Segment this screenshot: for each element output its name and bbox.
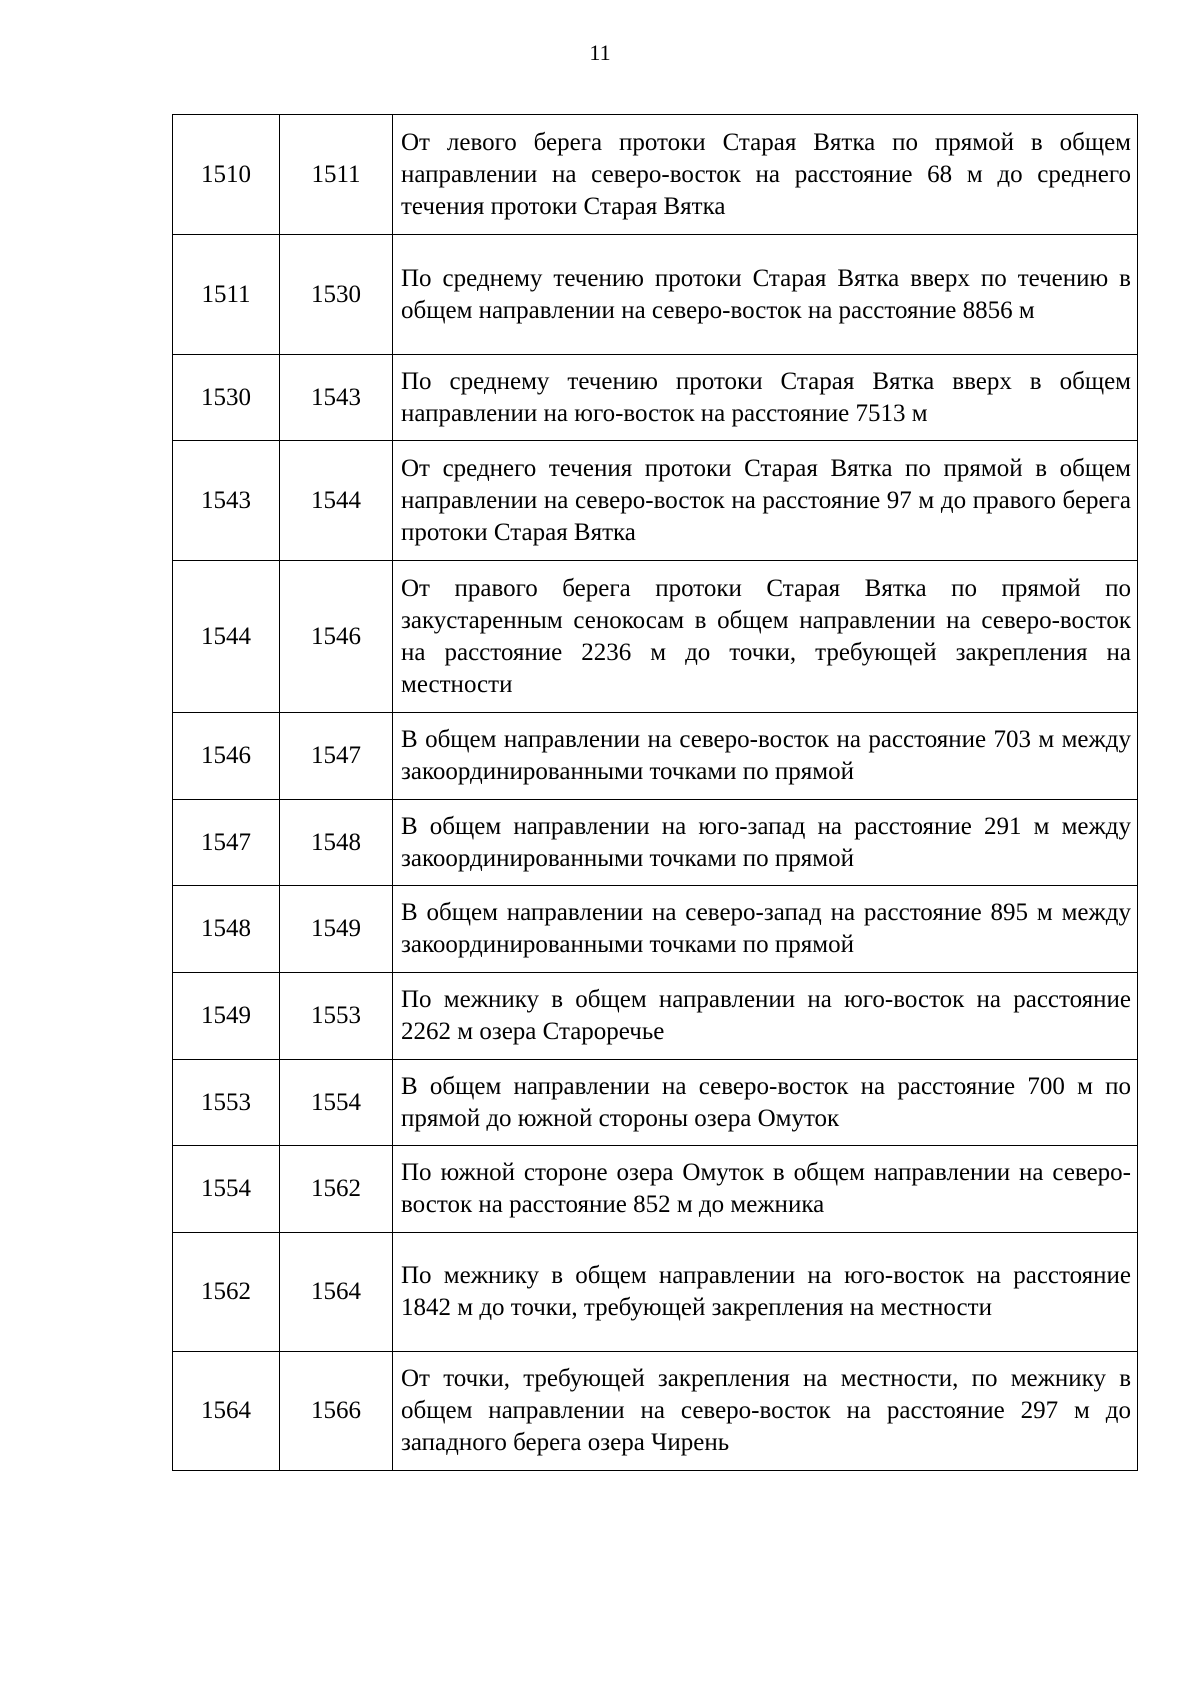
- point-to-cell: 1554: [280, 1060, 393, 1146]
- table-row: [173, 1233, 1138, 1352]
- table-row: [173, 355, 1138, 441]
- point-from-cell: 1530: [173, 355, 280, 441]
- point-to-cell: 1530: [280, 235, 393, 355]
- page-number: 11: [589, 40, 611, 65]
- point-to-cell: 1549: [280, 886, 393, 973]
- point-to-cell: 1566: [280, 1352, 393, 1471]
- point-to-cell: 1553: [280, 973, 393, 1060]
- point-from-cell: 1549: [173, 973, 280, 1060]
- point-to-cell: 1547: [280, 713, 393, 800]
- point-to-cell: 1564: [280, 1233, 393, 1352]
- point-from-cell: 1564: [173, 1352, 280, 1471]
- table-row: [173, 561, 1138, 713]
- boundary-description-cell: В общем направлении на юго-запад на расстояние 291 м между закоординированными точками по прямой: [393, 800, 1138, 886]
- table-row: [173, 1060, 1138, 1146]
- boundary-description-cell: По межнику в общем направлении на юго-восток на расстояние 2262 м озера Староречье: [393, 973, 1138, 1060]
- table-row: [173, 441, 1138, 561]
- point-from-cell: 1511: [173, 235, 280, 355]
- table-row: [173, 235, 1138, 355]
- point-from-cell: 1510: [173, 115, 280, 235]
- point-to-cell: 1544: [280, 441, 393, 561]
- boundary-description-cell: По межнику в общем направлении на юго-восток на расстояние 1842 м до точки, требующей закрепления на местности: [393, 1233, 1138, 1352]
- boundary-description-cell: От левого берега протоки Старая Вятка по прямой в общем направлении на северо-восток на расстояние 68 м до среднего течения протоки Старая Вятка: [393, 115, 1138, 235]
- point-from-cell: 1546: [173, 713, 280, 800]
- table-row: [173, 1146, 1138, 1233]
- point-from-cell: 1548: [173, 886, 280, 973]
- point-to-cell: 1543: [280, 355, 393, 441]
- boundary-description-cell: От правого берега протоки Старая Вятка по прямой по закустаренным сенокосам в общем направлении на северо-восток на расстояние 2236 м до точки, требующей закрепления на местности: [393, 561, 1138, 713]
- table-row: [173, 886, 1138, 973]
- boundary-description-cell: По среднему течению протоки Старая Вятка вверх по течению в общем направлении на северо-восток на расстояние 8856 м: [393, 235, 1138, 355]
- point-to-cell: 1546: [280, 561, 393, 713]
- boundary-description-cell: В общем направлении на северо-восток на расстояние 703 м между закоординированными точками по прямой: [393, 713, 1138, 800]
- boundary-description-table: [172, 114, 1138, 1471]
- point-from-cell: 1553: [173, 1060, 280, 1146]
- point-to-cell: 1548: [280, 800, 393, 886]
- boundary-description-cell: В общем направлении на северо-восток на расстояние 700 м по прямой до южной стороны озера Омуток: [393, 1060, 1138, 1146]
- point-from-cell: 1562: [173, 1233, 280, 1352]
- table-row: [173, 115, 1138, 235]
- point-from-cell: 1554: [173, 1146, 280, 1233]
- boundary-description-cell: От среднего течения протоки Старая Вятка по прямой в общем направлении на северо-восток на расстояние 97 м до правого берега протоки Старая Вятка: [393, 441, 1138, 561]
- boundary-description-cell: По среднему течению протоки Старая Вятка вверх в общем направлении на юго-восток на расстояние 7513 м: [393, 355, 1138, 441]
- table-body: [173, 115, 1138, 1471]
- table-row: [173, 713, 1138, 800]
- table-row: [173, 1352, 1138, 1471]
- point-from-cell: 1544: [173, 561, 280, 713]
- point-to-cell: 1511: [280, 115, 393, 235]
- point-to-cell: 1562: [280, 1146, 393, 1233]
- point-from-cell: 1547: [173, 800, 280, 886]
- boundary-description-cell: По южной стороне озера Омуток в общем направлении на северо-восток на расстояние 852 м до межника: [393, 1146, 1138, 1233]
- boundary-description-cell: В общем направлении на северо-запад на расстояние 895 м между закоординированными точками по прямой: [393, 886, 1138, 973]
- point-from-cell: 1543: [173, 441, 280, 561]
- table-row: [173, 973, 1138, 1060]
- table-row: [173, 800, 1138, 886]
- boundary-description-cell: От точки, требующей закрепления на местности, по межнику в общем направлении на северо-восток на расстояние 297 м до западного берега озера Чирень: [393, 1352, 1138, 1471]
